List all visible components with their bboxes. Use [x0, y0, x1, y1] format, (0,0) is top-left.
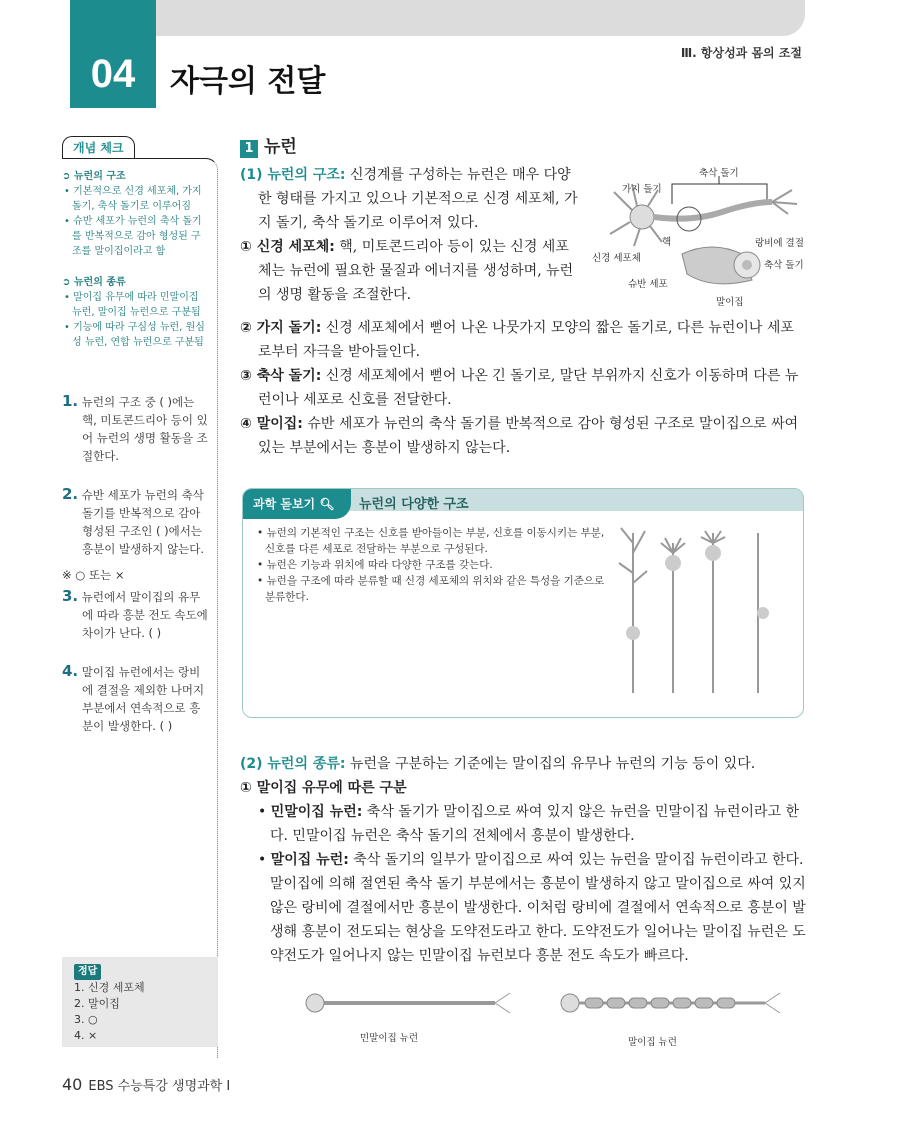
label-dendrite: 가지 돌기	[622, 184, 662, 195]
label-node: 랑비에 결절	[755, 238, 804, 249]
sidebar-bullet: 말이집 유무에 따라 민말이집 뉴런, 말이집 뉴런으로 구분됨	[72, 292, 201, 318]
book-title: EBS 수능특강 생명과학 Ⅰ	[88, 1079, 231, 1094]
label-nucleus: 핵	[662, 237, 672, 248]
answer-box	[62, 957, 218, 1047]
magnifier-icon: 🔍︎	[319, 497, 335, 511]
chapter-number: 04	[90, 52, 136, 96]
box-bullet: • 뉴런의 기본적인 구조는 신호를 받아들이는 부분, 신호를 이동시키는 부분, 신호를 다른 세포로 전달하는 부분으로 구성된다.	[257, 527, 605, 555]
answer-label: 정답	[74, 964, 101, 980]
sidebar-bullet: 슈반 세포가 뉴런의 축삭 돌기를 반복적으로 감아 형성된 구조를 말이집이라고 함	[72, 216, 202, 257]
box-tag: 과학 돋보기	[253, 497, 316, 511]
page-number: 40	[62, 1075, 83, 1094]
concept-check-box: ➲ 뉴런의 구조 • 기본적으로 신경 세포체, 가지 돌기, 축삭 돌기로 이루어짐 • 슈반 세포가 뉴런의 축삭 돌기를 반복적으로 감아 형성된 구조를 말이집이라고 함 ➲ 뉴런의 종류 • 말이집 유무에 따라 민말이집 뉴런, 말이집 뉴런으로 구분됨 • 기능에 따라 구심성 뉴런, 원심성 뉴런, 연합 뉴런으로 구분됨 1. 뉴런의 구조 중 ( )에는 핵, 미토콘드리아 등이 있어 뉴런의 생명 활동을 조절한다. 2. 슈반 세포가 뉴런의 축삭 돌기를 반복적으로 감아 형성된 구조인 ( )에서는 흥분이 발생하지 않는다. ※ ○ 또는 × 3. 뉴런에서 말이집의 유무에 따라 흥분 전도 속도에 차이가 난다. ( ) 4. 말이집 뉴런에서는 랑비에 결절을 제외한 나머지 부분에서 연속적으로 흥분이 발생한다. ( )	[62, 158, 218, 1058]
answer: 1. 신경 세포체	[74, 981, 145, 994]
header-band	[110, 0, 805, 36]
question: 2. 슈반 세포가 뉴런의 축삭 돌기를 반복적으로 감아 형성된 구조인 ( )에서는 흥분이 발생하지 않는다.	[62, 485, 205, 556]
sidebar-bullet: 기능에 따라 구심성 뉴런, 원심성 뉴런, 연합 뉴런으로 구분됨	[72, 322, 205, 348]
question: 3. 뉴런에서 말이집의 유무에 따라 흥분 전도 속도에 차이가 난다. ( )	[62, 587, 208, 640]
subheading: ① 말이집 유무에 따른 구분	[240, 780, 407, 796]
box-bullet: • 뉴런을 구조에 따라 분류할 때 신경 세포체의 위치와 같은 특성을 기준으로 분류한다.	[257, 575, 605, 603]
section-title: 뉴런	[264, 137, 297, 157]
neuron-diagram	[592, 162, 812, 307]
label-axon-top: 축삭 돌기	[699, 168, 739, 179]
box-title: 뉴런의 다양한 구조	[359, 497, 469, 512]
sidebar	[62, 136, 218, 1058]
ox-note: ※ ○ 또는 ×	[62, 568, 125, 582]
sidebar-heading: 뉴런의 종류	[73, 277, 126, 288]
chapter-title: 자극의 전달	[170, 64, 326, 99]
question: 1. 뉴런의 구조 중 ( )에는 핵, 미토콘드리아 등이 있어 뉴런의 생명 활동을 조절한다.	[62, 392, 208, 463]
myelin-comparison-illustration	[285, 985, 805, 1025]
answer: 2. 말이집	[74, 997, 120, 1010]
caption-myelinated: 말이집 뉴런	[628, 1037, 677, 1048]
label-cell-body: 신경 세포체	[592, 253, 641, 264]
concept-check-tab: 개념 체크	[62, 136, 135, 158]
footer	[62, 1075, 230, 1094]
science-box	[242, 488, 804, 718]
answer: 4. ×	[74, 1029, 98, 1042]
label-myelin: 말이집	[716, 297, 744, 308]
neuron-types-illustration	[613, 523, 793, 703]
question: 4. 말이집 뉴런에서는 랑비에 결절을 제외한 나머지 부분에서 연속적으로 흥분이 발생한다. ( )	[62, 662, 205, 733]
answer: 3. ○	[74, 1013, 98, 1026]
sidebar-bullet: 기본적으로 신경 세포체, 가지 돌기, 축삭 돌기로 이루어짐	[72, 186, 202, 212]
label-schwann: 슈반 세포	[628, 279, 668, 290]
types-para: (2) 뉴런의 종류: 뉴런을 구분하는 기준에는 말이집의 유무나 뉴런의 기능 등이 있다. ① 말이집 유무에 따른 구분 • 민말이집 뉴런: 축삭 돌기가 말이집으로 싸여 있지 않은 뉴런을 민말이집 뉴런이라고 한다. 민말이집 뉴런은 축삭 돌기의 전체에서 흥분이 발생한다. • 말이집 뉴런: 축삭 돌기의 일부가 말이집으로 싸여 있는 뉴런을 말이집 뉴런이라고 한다. 말이집에 의해 절연된 축삭 돌기 부분에서는 흥분이 발생하지 않고 말이집으로 싸여 있지 않은 랑비에 결절에서만 흥분이 발생한다. 이처럼 랑비에 결절에서 연속적으로 흥분이 발생해 흥분이 전도되는 현상을 도약전도라고 한다. 도약전도가 일어나는 말이집 뉴런은 도약전도가 일어나지 않는 민말이집 뉴런보다 흥분 전도 속도가 빠르다.	[240, 756, 806, 964]
unit-title: Ⅲ. 항상성과 몸의 조절	[680, 46, 802, 60]
items-para: ② 가지 돌기: 신경 세포체에서 뻗어 나온 나뭇가지 모양의 짧은 돌기로, 다른 뉴런이나 세포로부터 자극을 받아들인다. ③ 축삭 돌기: 신경 세포체에서 뻗어 나온 긴 돌기로, 말단 부위까지 신호가 이동하며 다른 뉴런이나 세포로 신호를 전달한다. ④ 말이집: 슈반 세포가 뉴런의 축삭 돌기를 반복적으로 감아 형성된 구조로 말이집으로 싸여 있는 부분에서는 흥분이 발생하지 않는다.	[240, 320, 799, 456]
section-heading: 1 뉴런	[240, 132, 806, 158]
box-bullet: • 뉴런은 기능과 위치에 따라 다양한 구조를 갖는다.	[257, 559, 493, 571]
label-axon: 축삭 돌기	[764, 260, 804, 271]
caption-unmyelinated: 민말이집 뉴런	[360, 1033, 419, 1044]
sidebar-heading: 뉴런의 구조	[73, 171, 126, 182]
structure-para: (1) 뉴런의 구조: 신경계를 구성하는 뉴런은 매우 다양한 형태를 가지고 있으나 기본적으로 신경 세포체, 가지 돌기, 축삭 돌기로 이루어져 있다. ① 신경 세포체: 핵, 미토콘드리아 등이 있는 신경 세포체는 뉴런에 필요한 물질과 에너지를 생성하며, 뉴런의 생명 활동을 조절한다.	[240, 167, 578, 303]
